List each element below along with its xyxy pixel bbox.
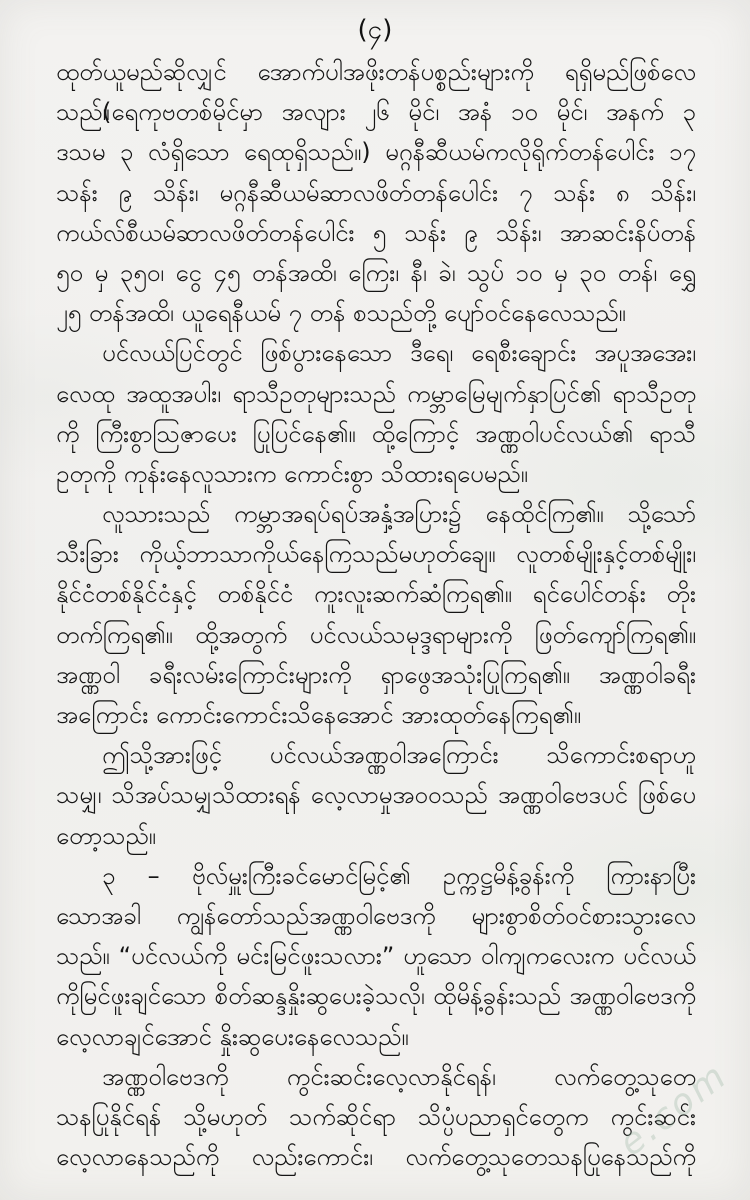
- text-line: လေ့လာနေသည်ကို လည်းကောင်း၊ လက်တွေ့သုတေသနပြုနေသည်ကို: [56, 1143, 696, 1172]
- watermark-text: e.com: [611, 1054, 736, 1165]
- text-line: သန်း ၉ သိန်း၊ မဂ္ဂနီဆီယမ်ဆာလဖိတ်တန်ပေါင်း ၇ သန်း ၈ သိန်း၊: [56, 178, 696, 207]
- text-line: ကို ကြီးစွာသြဇာပေး ပြုပြင်နေ၏။ ထို့ကြောင့် အဏ္ဏဝါပင်လယ်၏ ရာသီ: [56, 419, 696, 448]
- text-line: ကိုမြင်ဖူးချင်သော စိတ်ဆန္ဒနှိုးဆွပေးခဲ့သလို၊ ထိုမိန့်ခွန်းသည် အဏ္ဏဝါဗေဒကို: [56, 982, 696, 1011]
- text-line: ကယ်လ်စီယမ်ဆာလဖိတ်တန်ပေါင်း ၅ သန်း ၉ သိန်း၊ အာဆင်းနိပ်တန်: [56, 218, 696, 247]
- text-line: သောအခါ ကျွန်တော်သည်အဏ္ဏဝါဗေဒကို များစွာစိတ်ဝင်စားသွားလေ: [56, 901, 696, 930]
- paragraph-2: [56, 333, 696, 494]
- text-line: အဏ္ဏဝါဗေဒကို ကွင်းဆင်းလေ့လာနိုင်ရန်၊ လက်တွေ့သုတေ: [102, 1062, 696, 1091]
- text-line: ၃ – ဗိုလ်မှူးကြီးခင်မောင်မြင့်၏ ဥက္ကဋ္ဌမိန့်ခွန်းကို ကြားနာပြီး: [102, 861, 696, 890]
- text-line: နိုင်ငံတစ်နိုင်ငံနှင့် တစ်နိုင်ငံ ကူးလူးဆက်ဆံကြရ၏။ ရင်ပေါင်တန်း တိုး: [56, 580, 696, 609]
- text-line: လေ့လာချင်အောင် နှိုးဆွပေးနေလေသည်။: [56, 1022, 409, 1051]
- text-line: အဏ္ဏဝါ ခရီးလမ်းကြောင်းများကို ရှာဖွေအသုံးပြုကြရ၏။ အဏ္ဏဝါခရီး: [56, 660, 696, 689]
- text-line: ဒသမ ၃ လံရှိသော ရေထုရှိသည်။) မဂ္ဂနီဆီယမ်ကလိုရိုက်တန်ပေါင်း ၁၇: [56, 138, 696, 167]
- text-line: လေထု အထူအပါး၊ ရာသီဥတုများသည် ကမ္ဘာမြေမျက်နှာပြင်၏ ရာသီဥတု: [56, 379, 696, 408]
- text-line: ပင်လယ်ပြင်တွင် ဖြစ်ပွားနေသော ဒီရေ၊ ရေစီးချောင်း အပူအအေး၊: [102, 339, 696, 368]
- paragraph-4: [56, 735, 696, 856]
- text-line: အကြောင်း ကောင်းကောင်းသိနေအောင် အားထုတ်နေကြရ၏။: [56, 701, 582, 729]
- text-line: ဤသို့အားဖြင့် ပင်လယ်အဏ္ဏဝါအကြောင်း သိကောင်းစရာဟူ: [102, 741, 696, 770]
- text-line: သမျှ၊ သိအပ်သမျှသိထားရန် လေ့လာမှုအဝဝသည် အဏ္ဏဝါဗေဒပင် ဖြစ်ပေ: [56, 781, 696, 810]
- text-block: [56, 52, 696, 1177]
- text-line: သီးခြား ကိုယ့်ဘာသာကိုယ်နေကြသည်မဟုတ်ချေ။ လူတစ်မျိုးနှင့်တစ်မျိုး၊: [56, 540, 696, 569]
- page-number: (၄): [357, 15, 393, 45]
- text-line: ဥတုကို ကုန်းနေလူသားက ကောင်းစွာ သိထားရပေမည်။: [56, 459, 528, 488]
- text-line: တက်ကြရ၏။ ထို့အတွက် ပင်လယ်သမုဒ္ဒရာများကို ဖြတ်ကျော်ကြရ၏။: [56, 620, 696, 649]
- paragraph-1: [56, 52, 696, 333]
- text-line: ၅၀ မှ ၃၅၀၊ ငွေ ၄၅ တန်အထိ၊ ကြေး၊ နီ၊ ခဲ၊ သွပ် ၁၀ မှ ၃၀ တန်၊ ရွှေ: [56, 258, 696, 287]
- text-line: တော့သည်။: [56, 821, 156, 850]
- text-line: ၂၅ တန်အထိ၊ ယူရေနီယမ် ၇ တန် စသည်တို့ ပျော်ဝင်နေလေသည်။: [56, 299, 626, 328]
- text-line: (ရေကုဗတစ်မိုင်မှာ အလျား ၂၆ မိုင်၊ အနံ ၁၀ မိုင်၊ အနက် ၃: [102, 98, 696, 127]
- paragraph-3: [56, 494, 696, 735]
- text-line: ထုတ်ယူမည်ဆိုလျှင် အောက်ပါအဖိုးတန်ပစ္စည်းများကို ရရှိမည်ဖြစ်လေသည်။: [56, 58, 696, 127]
- text-line: လူသားသည် ကမ္ဘာအရပ်ရပ်အနှံ့အပြား၌ နေထိုင်ကြ၏။ သို့သော်: [102, 500, 696, 529]
- text-line: သည်။ “ပင်လယ်ကို မင်းမြင်ဖူးသလား” ဟူသော ဝါကျကလေးက ပင်လယ်: [56, 942, 696, 971]
- paragraph-6: [56, 1057, 696, 1178]
- text-line: သနပြုနိုင်ရန် သို့မဟုတ် သက်ဆိုင်ရာ သိပ္ပံပညာရှင်တွေက ကွင်းဆင်း: [56, 1102, 696, 1131]
- paragraph-5: [56, 856, 696, 1057]
